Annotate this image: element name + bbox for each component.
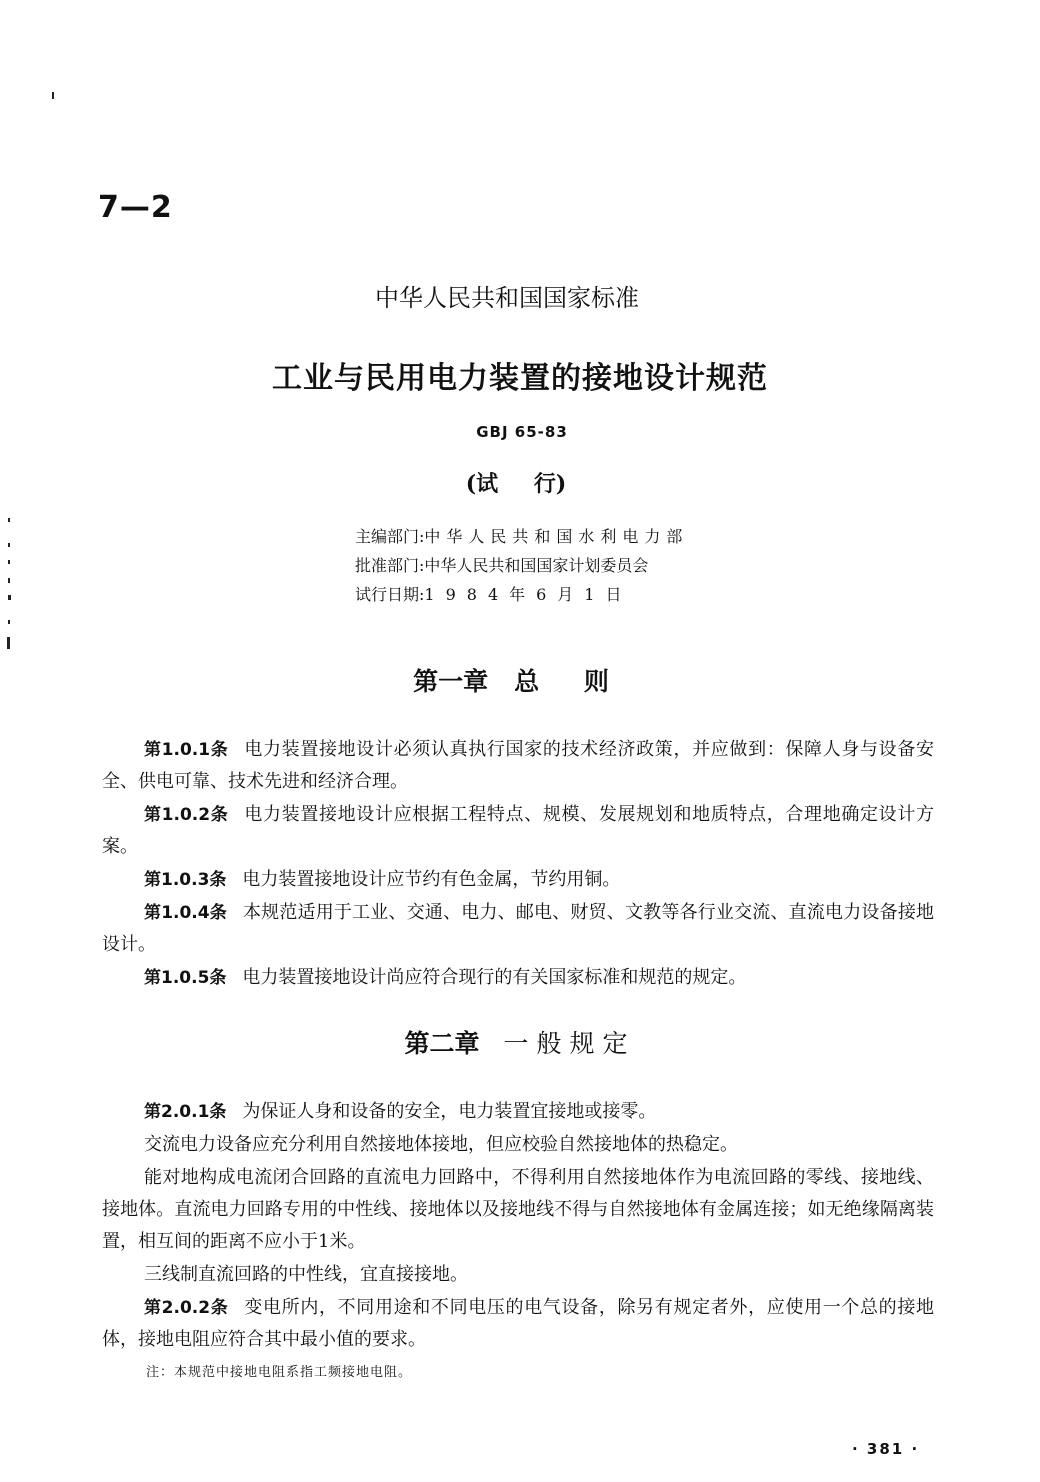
scan-mark [8, 620, 10, 624]
meta-approver-label: 批准部门: [355, 556, 425, 575]
standard-code: GBJ 65-83 [476, 423, 568, 441]
chapter-1-title: 总 则 [514, 667, 627, 696]
scan-mark [8, 578, 10, 583]
article-number: 第1.0.2条 [144, 805, 229, 825]
chapter-1-heading [0, 662, 1040, 698]
paragraph: 能对地构成电流闭合回路的直流电力回路中，不得利用自然接地体作为电流回路的零线、接地线、接地体。直流电力回路专用的中性线、接地体以及接地线不得与自然接地体有金属连接；如无绝缘隔离装置，相互间的距离不应小于1米。 [102, 1167, 934, 1252]
scan-mark [8, 560, 10, 564]
chapter-2-number: 第二章 [404, 1029, 480, 1058]
meta-editor-value: 中华人民共和国水利电力部 [424, 527, 689, 546]
meta-editor [355, 522, 688, 551]
article-1-0-4 [102, 897, 934, 961]
article-1-0-3 [102, 864, 934, 896]
article-2-0-1 [102, 1096, 934, 1128]
article-number: 第1.0.5条 [144, 968, 227, 988]
article-text: 本规范适用于工业、交通、电力、邮电、财贸、文教等各行业交流、直流电力设备接地设计。 [102, 902, 935, 955]
chapter-1-body [102, 734, 934, 994]
article-number: 第2.0.1条 [144, 1102, 227, 1122]
chapter-2-body [102, 1096, 934, 1356]
scan-mark [8, 595, 11, 600]
chapter-2-title: 一般规定 [503, 1029, 636, 1058]
page-number: · 381 · [852, 1440, 920, 1458]
article-number: 第1.0.3条 [144, 870, 227, 890]
paragraph: 三线制直流回路的中性线，宜直接接地。 [144, 1264, 468, 1285]
article-text: 电力装置接地设计尚应符合现行的有关国家标准和规范的规定。 [242, 967, 747, 988]
trial-label: (试 行) [465, 471, 567, 497]
chapter-2-heading [0, 1024, 1040, 1060]
scan-mark [7, 637, 10, 649]
article-text: 电力装置接地设计应根据工程特点、规模、发展规划和地质特点，合理地确定设计方案。 [102, 804, 934, 857]
article-text: 电力装置接地设计必须认真执行国家的技术经济政策，并应做到：保障人身与设备安全、供电可靠、技术先进和经济合理。 [102, 739, 934, 792]
meta-date-value: 1984年6月1日 [424, 585, 633, 604]
meta-editor-label: 主编部门: [355, 527, 425, 546]
article-text: 电力装置接地设计应节约有色金属，节约用铜。 [242, 869, 621, 890]
footnote: 注：本规范中接地电阻系指工频接地电阻。 [146, 1365, 413, 1380]
scan-mark [8, 518, 10, 522]
article-number: 第1.0.1条 [144, 740, 229, 760]
scan-mark [8, 543, 10, 547]
meta-approver-value: 中华人民共和国国家计划委员会 [424, 556, 649, 575]
article-number: 第1.0.4条 [144, 903, 227, 923]
standard-org-heading: 中华人民共和国国家标准 [375, 284, 639, 312]
article-number: 第2.0.2条 [144, 1298, 229, 1318]
article-1-0-2 [102, 799, 934, 863]
document-title: 工业与民用电力装置的接地设计规范 [272, 361, 768, 396]
meta-date [355, 580, 688, 609]
article-2-0-2 [102, 1292, 934, 1356]
document-meta [355, 522, 688, 609]
article-text: 为保证人身和设备的安全，电力装置宜接地或接零。 [242, 1101, 657, 1122]
article-1-0-5 [102, 962, 934, 994]
scan-mark [52, 92, 54, 99]
article-text: 变电所内，不同用途和不同电压的电气设备，除另有规定者外，应使用一个总的接地体，接地电阻应符合其中最小值的要求。 [102, 1297, 934, 1350]
meta-approver [355, 551, 688, 580]
section-number: 7—2 [98, 190, 173, 225]
chapter-1-number: 第一章 [413, 667, 489, 696]
meta-date-label: 试行日期: [355, 585, 425, 604]
article-1-0-1 [102, 734, 934, 798]
paragraph: 交流电力设备应充分利用自然接地体接地，但应校验自然接地体的热稳定。 [144, 1134, 738, 1155]
